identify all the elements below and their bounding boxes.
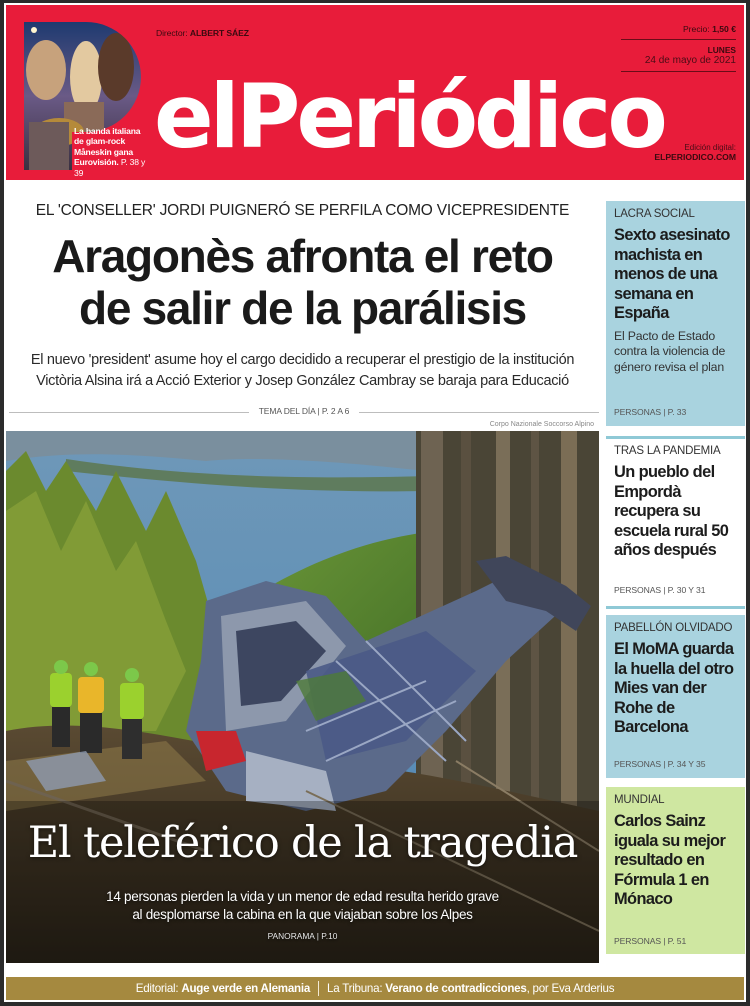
lead-deck-line-1: El nuevo 'president' asume hoy el cargo decidido a recuperar el prestigio de la institución — [30, 352, 575, 368]
director-credit — [156, 28, 249, 38]
price-label: Precio: — [682, 24, 710, 34]
lead-headline-line-1: Aragonès afronta el reto — [52, 230, 553, 282]
editorial-label: Editorial: — [135, 982, 179, 995]
photo-headline[interactable]: El teleférico de la tragedia — [27, 818, 578, 868]
masthead — [6, 5, 744, 180]
photo-credit: Corpo Nazionale Soccorso Alpino — [489, 421, 594, 428]
sidebar-story-pabellon-olvidado[interactable] — [606, 615, 745, 778]
sidebar-story-tras-la-pandemia[interactable] — [606, 436, 745, 609]
story-page-ref: PERSONAS | P. 33 — [614, 407, 687, 417]
story-category: TRAS LA PANDEMIA — [614, 445, 721, 457]
lead-kicker: EL 'CONSELLER' JORDI PUIGNERÓ SE PERFILA COMO VICEPRESIDENTE — [35, 202, 570, 219]
director-name: ALBERT SÁEZ — [189, 28, 249, 38]
digital-edition-label: Edición digital: — [684, 143, 736, 152]
sidebar-story-lacra-social[interactable] — [606, 201, 745, 426]
lead-deck — [6, 350, 599, 392]
price — [621, 24, 736, 40]
newspaper-front-page — [4, 3, 746, 1002]
cable-car-wreck-image — [6, 431, 599, 963]
story-title: Carlos Sainz iguala su mejor resultado en Fórmula 1 en Mónaco — [614, 812, 726, 908]
photo-section-ref[interactable]: PANORAMA | P.10 — [267, 931, 338, 941]
issue-day: LUNES — [707, 45, 736, 55]
photo-deck — [6, 888, 599, 923]
sidebar-story-mundial[interactable] — [606, 787, 745, 954]
photo-deck-line-2: al desplomarse la cabina en la que viajaban sobre los Alpes — [132, 906, 473, 922]
promo-caption-text: La banda italiana de glam-rock Måneskin gana Eurovisión. — [74, 126, 141, 168]
story-title: Sexto asesinato machista en menos de una semana en España — [614, 226, 730, 322]
tribuna-author: , por Eva Arderius — [526, 982, 615, 995]
story-page-ref: PERSONAS | P. 51 — [614, 936, 687, 946]
promo-pages: P. 38 y 39 — [74, 157, 146, 178]
promo-caption — [74, 126, 146, 178]
story-category: PABELLÓN OLVIDADO — [614, 622, 733, 634]
story-title: Un pueblo del Empordà recupera su escuela rural 50 años después — [614, 463, 729, 559]
issue-meta — [621, 24, 736, 162]
cable-car-photo[interactable] — [6, 431, 599, 963]
lead-headline-line-2: de salir de la parálisis — [79, 282, 526, 334]
story-category: LACRA SOCIAL — [614, 208, 695, 220]
story-title: El MoMA guarda la huella del otro Mies van der Rohe de Barcelona — [614, 640, 734, 736]
lead-section-ref — [9, 406, 599, 418]
issue-date: 24 de mayo de 2021 — [621, 55, 736, 72]
tribuna-label: La Tribuna: — [327, 982, 383, 995]
lead-headline[interactable] — [6, 230, 599, 334]
price-value: 1,50 € — [712, 24, 736, 34]
divider — [318, 981, 319, 996]
photo-deck-line-1: 14 personas pierden la vida y un menor de edad resulta herido grave — [106, 889, 499, 904]
story-page-ref: PERSONAS | P. 34 Y 35 — [614, 759, 706, 769]
story-category: MUNDIAL — [614, 794, 665, 806]
lead-deck-line-2: Victòria Alsina irá a Acció Exterior y Josep González Cambray se baraja para Educació — [36, 373, 569, 389]
newspaper-logo[interactable]: elPeriódico — [154, 65, 664, 168]
opinion-footer-bar — [6, 977, 744, 1000]
story-page-ref: PERSONAS | P. 30 Y 31 — [614, 585, 706, 595]
story-subtitle: El Pacto de Estado contra la violencia de género revisa el plan — [614, 328, 726, 374]
director-label: Director: — [156, 28, 188, 38]
lead-section-label[interactable]: TEMA DEL DÍA | P. 2 A 6 — [258, 406, 350, 416]
editorial-title-link[interactable]: Auge verde en Alemania — [181, 982, 311, 995]
tribuna-title-link[interactable]: Verano de contradicciones — [385, 982, 527, 995]
digital-edition-link[interactable]: ELPERIODICO.COM — [654, 152, 736, 162]
